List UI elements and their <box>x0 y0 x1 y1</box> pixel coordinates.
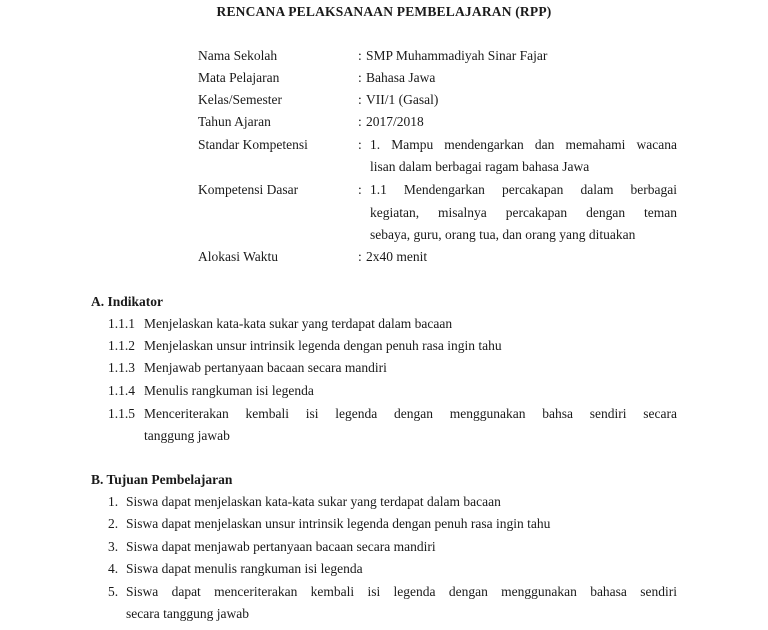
info-label: Mata Pelajaran <box>198 70 280 85</box>
info-colon: : <box>358 92 362 107</box>
info-value: 2x40 menit <box>366 249 428 264</box>
info-colon: : <box>358 48 362 63</box>
item-text: Siswa dapat menjelaskan kata-kata sukar yang terdapat dalam bacaan <box>126 494 501 509</box>
item-number: 1.1.1 <box>108 316 135 331</box>
item-number: 1.1.3 <box>108 360 135 375</box>
item-text-block <box>126 581 677 625</box>
sk-line-2: lisan dalam berbagai ragam bahasa Jawa <box>370 159 590 174</box>
item-text: Siswa dapat menjelaskan unsur intrinsik legenda dengan penuh rasa ingin tahu <box>126 516 551 531</box>
item-text: Menjelaskan unsur intrinsik legenda dengan penuh rasa ingin tahu <box>144 338 502 353</box>
item-text-continued: secara tanggung jawab <box>126 606 249 621</box>
item-number: 1.1.4 <box>108 383 135 398</box>
item-text: Siswa dapat menceriterakan kembali isi legenda dengan menggunakan bahasa sendiri <box>126 584 677 599</box>
info-label: Nama Sekolah <box>198 48 278 63</box>
info-colon: : <box>358 182 362 197</box>
info-colon: : <box>358 249 362 264</box>
item-text: Menulis rangkuman isi legenda <box>144 383 314 398</box>
item-number: 1.1.5 <box>108 406 135 421</box>
info-value: SMP Muhammadiyah Sinar Fajar <box>366 48 548 63</box>
item-text: Siswa dapat menjawab pertanyaan bacaan secara mandiri <box>126 539 436 554</box>
kd-line-3: sebaya, guru, orang tua, dan orang yang dituakan <box>370 227 636 242</box>
section-heading-indikator: A. Indikator <box>91 294 164 309</box>
item-text-block <box>144 403 677 447</box>
info-label: Tahun Ajaran <box>198 114 271 129</box>
item-number: 2. <box>108 516 119 531</box>
info-colon: : <box>358 137 362 152</box>
item-number: 1. <box>108 494 119 509</box>
item-number: 4. <box>108 561 119 576</box>
info-label: Standar Kompetensi <box>198 137 308 152</box>
item-number: 3. <box>108 539 119 554</box>
info-colon: : <box>358 114 362 129</box>
info-colon: : <box>358 70 362 85</box>
kompetensi-dasar-text <box>370 179 677 247</box>
info-label: Alokasi Waktu <box>198 249 279 264</box>
item-text: Menjawab pertanyaan bacaan secara mandiri <box>144 360 387 375</box>
info-value: VII/1 (Gasal) <box>366 92 439 107</box>
item-text: Menjelaskan kata-kata sukar yang terdapat dalam bacaan <box>144 316 453 331</box>
info-label: Kelas/Semester <box>198 92 282 107</box>
section-heading-tujuan: B. Tujuan Pembelajaran <box>91 472 233 487</box>
item-text: Menceriterakan kembali isi legenda dengan menggunakan bahsa sendiri secara <box>144 406 677 421</box>
standar-kompetensi-text <box>370 134 677 178</box>
item-text-continued: tanggung jawab <box>144 428 230 443</box>
document-title: RENCANA PELAKSANAAN PEMBELAJARAN (RPP) <box>216 4 552 19</box>
kd-line-1: 1.1 Mendengarkan percakapan dalam berbagai <box>370 182 677 197</box>
sk-line-1: 1. Mampu mendengarkan dan memahami wacana <box>370 137 677 152</box>
item-text: Siswa dapat menulis rangkuman isi legenda <box>126 561 363 576</box>
info-value: 2017/2018 <box>366 114 424 129</box>
item-number: 1.1.2 <box>108 338 135 353</box>
kd-line-2: kegiatan, misalnya percakapan dengan teman <box>370 204 677 220</box>
item-number: 5. <box>108 584 119 599</box>
info-label: Kompetensi Dasar <box>198 182 299 197</box>
info-value: Bahasa Jawa <box>366 70 436 85</box>
